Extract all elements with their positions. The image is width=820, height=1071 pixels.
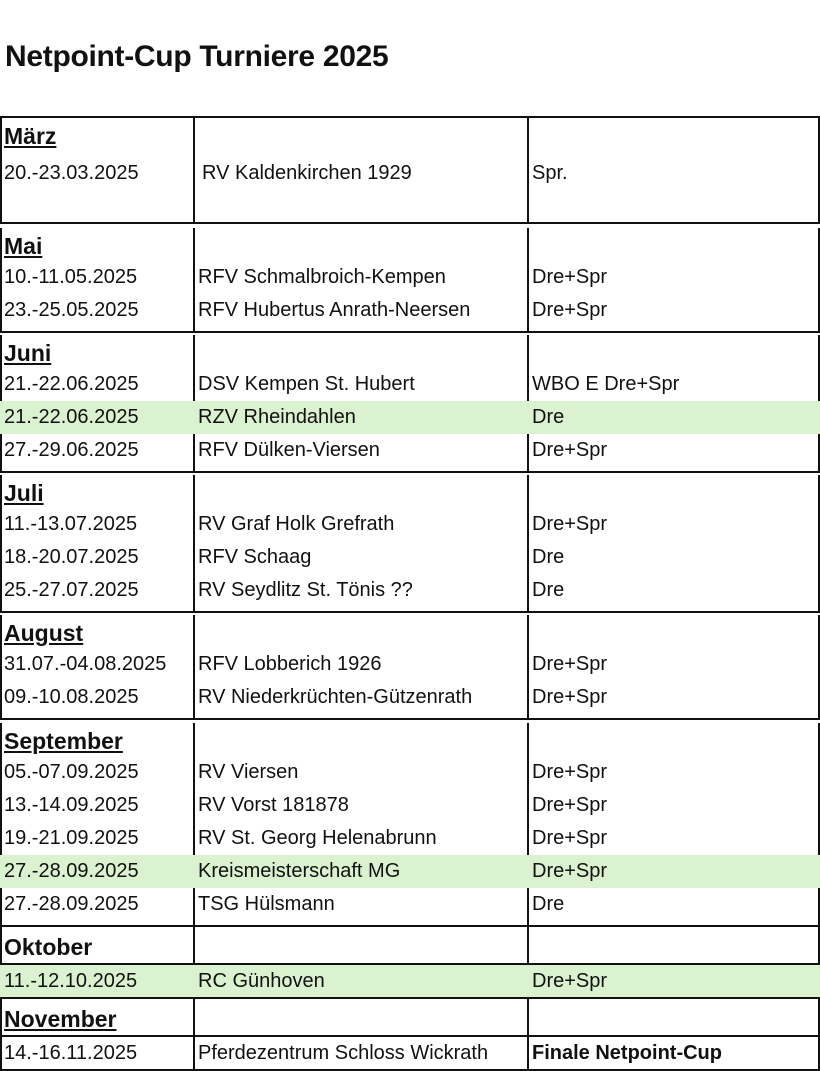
table-row <box>0 789 820 822</box>
venue-cell: RFV Dülken-Viersen <box>198 439 380 461</box>
venue-cell: RFV Schmalbroich-Kempen <box>198 266 446 288</box>
table-row <box>0 294 820 327</box>
venue-cell: RV St. Georg Helenabrunn <box>198 827 437 849</box>
section-oktober-rows <box>0 965 820 999</box>
month-heading: Juli <box>4 480 44 506</box>
type-cell: Dre+Spr <box>532 860 608 882</box>
section-august <box>0 615 820 720</box>
month-heading: Oktober <box>4 934 93 960</box>
venue-cell: RFV Schaag <box>198 546 312 568</box>
venue-cell: DSV Kempen St. Hubert <box>198 373 415 395</box>
date-cell: 11.-13.07.2025 <box>4 513 138 535</box>
section-november <box>0 999 820 1037</box>
date-cell: 11.-12.10.2025 <box>4 970 138 992</box>
table-row <box>0 368 820 401</box>
table-row <box>0 1037 820 1069</box>
type-cell: Dre+Spr <box>532 686 608 708</box>
venue-cell: RV Viersen <box>198 761 299 783</box>
section-juni <box>0 335 820 473</box>
month-heading: Mai <box>4 233 43 259</box>
date-cell: 31.07.-04.08.2025 <box>4 653 167 675</box>
type-cell: Dre+Spr <box>532 827 608 849</box>
section-september <box>0 723 820 927</box>
month-heading: März <box>4 123 57 149</box>
table-row <box>0 756 820 789</box>
date-cell: 27.-28.09.2025 <box>4 893 139 915</box>
date-cell: 13.-14.09.2025 <box>4 794 139 816</box>
table-row-highlighted <box>0 401 820 434</box>
table-row <box>0 508 820 541</box>
date-cell: 09.-10.08.2025 <box>4 686 139 708</box>
date-cell: 27.-29.06.2025 <box>4 439 139 461</box>
date-cell: 20.-23.03.2025 <box>4 162 139 184</box>
date-cell: 10.-11.05.2025 <box>4 266 138 288</box>
section-oktober <box>0 927 820 965</box>
page-title: Netpoint-Cup Turniere 2025 <box>5 40 389 73</box>
month-heading: August <box>4 620 84 646</box>
venue-cell: RZV Rheindahlen <box>198 406 356 428</box>
type-cell: Spr. <box>532 162 568 184</box>
section-november-rows <box>0 1037 820 1071</box>
venue-cell: RV Graf Holk Grefrath <box>198 513 395 535</box>
type-cell: Dre+Spr <box>532 761 608 783</box>
date-cell: 19.-21.09.2025 <box>4 827 139 849</box>
type-cell: Dre+Spr <box>532 794 608 816</box>
date-cell: 18.-20.07.2025 <box>4 546 139 568</box>
type-cell: Dre <box>532 893 565 915</box>
type-cell: Dre+Spr <box>532 970 608 992</box>
type-cell: Dre+Spr <box>532 439 608 461</box>
table-row <box>0 157 820 190</box>
table-row <box>0 574 820 607</box>
table-row <box>0 541 820 574</box>
table-row-highlighted <box>0 855 820 888</box>
table-row-highlighted <box>0 965 820 997</box>
date-cell: 21.-22.06.2025 <box>4 373 139 395</box>
venue-cell: RV Vorst 181878 <box>198 794 349 816</box>
type-cell: Dre+Spr <box>532 299 608 321</box>
section-juli <box>0 475 820 613</box>
date-cell: 05.-07.09.2025 <box>4 761 139 783</box>
date-cell: 25.-27.07.2025 <box>4 579 139 601</box>
type-cell: Dre <box>532 546 565 568</box>
tournament-table <box>0 116 820 1071</box>
venue-cell: RV Seydlitz St. Tönis ?? <box>198 579 413 601</box>
venue-cell: RV Niederkrüchten-Gützenrath <box>198 686 473 708</box>
venue-cell: RFV Hubertus Anrath-Neersen <box>198 299 471 321</box>
venue-cell: RC Günhoven <box>198 970 325 992</box>
type-cell: WBO E Dre+Spr <box>532 373 680 395</box>
date-cell: 14.-16.11.2025 <box>4 1042 138 1064</box>
type-cell-final: Finale Netpoint-Cup <box>532 1042 722 1064</box>
section-maerz <box>0 118 820 224</box>
venue-cell: RFV Lobberich 1926 <box>198 653 382 675</box>
type-cell: Dre <box>532 579 565 601</box>
type-cell: Dre+Spr <box>532 266 608 288</box>
type-cell: Dre+Spr <box>532 653 608 675</box>
table-row <box>0 434 820 467</box>
table-row <box>0 888 820 921</box>
type-cell: Dre <box>532 406 565 428</box>
table-row <box>0 648 820 681</box>
month-heading: September <box>4 728 123 754</box>
table-row <box>0 822 820 855</box>
venue-cell: Kreismeisterschaft MG <box>198 860 401 882</box>
month-heading: Juni <box>4 340 52 366</box>
venue-cell: Pferdezentrum Schloss Wickrath <box>198 1042 489 1064</box>
date-cell: 21.-22.06.2025 <box>4 406 139 428</box>
date-cell: 23.-25.05.2025 <box>4 299 139 321</box>
type-cell: Dre+Spr <box>532 513 608 535</box>
table-row <box>0 681 820 714</box>
venue-cell: RV Kaldenkirchen 1929 <box>202 162 412 184</box>
month-heading: November <box>4 1006 117 1032</box>
table-row <box>0 261 820 294</box>
date-cell: 27.-28.09.2025 <box>4 860 139 882</box>
venue-cell: TSG Hülsmann <box>198 893 335 915</box>
section-mai <box>0 228 820 333</box>
